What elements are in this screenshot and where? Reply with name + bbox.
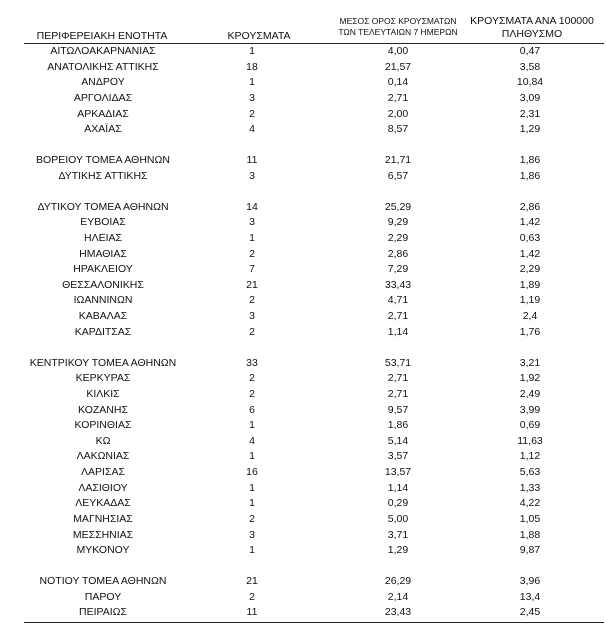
cell-cases: 14: [246, 201, 258, 213]
table-row: [0, 309, 606, 324]
cell-7day-average: 2,71: [387, 372, 409, 384]
table-row: [0, 200, 606, 215]
cell-region: ΒΟΡΕΙΟΥ ΤΟΜΕΑ ΑΘΗΝΩΝ: [36, 154, 170, 166]
cell-cases: 21: [246, 279, 258, 291]
table-row: [0, 465, 606, 480]
table-row: [0, 247, 606, 262]
table-row: [0, 91, 606, 106]
table-row: [0, 371, 606, 386]
cell-cases-per-100k: 2,29: [519, 263, 541, 275]
table-row: [0, 605, 606, 620]
table-row: [0, 418, 606, 433]
cell-cases: 1: [249, 482, 255, 494]
cell-cases: 1: [249, 419, 255, 431]
cell-region: ΚΕΝΤΡΙΚΟΥ ΤΟΜΕΑ ΑΘΗΝΩΝ: [29, 357, 177, 369]
cell-cases-per-100k: 4,22: [519, 497, 541, 509]
cell-7day-average: 1,29: [387, 544, 409, 556]
cell-cases-per-100k: 1,19: [519, 294, 541, 306]
cell-cases-per-100k: 1,76: [519, 326, 541, 338]
cell-7day-average: 4,00: [387, 45, 409, 57]
cell-cases: 2: [249, 513, 255, 525]
cell-region: ΑΝΑΤΟΛΙΚΗΣ ΑΤΤΙΚΗΣ: [47, 61, 159, 73]
cell-cases-per-100k: 0,63: [519, 232, 541, 244]
table-row: [0, 512, 606, 527]
cell-7day-average: 9,57: [387, 404, 409, 416]
table-row: [0, 75, 606, 90]
table-row: [0, 449, 606, 464]
cell-cases: 18: [246, 61, 258, 73]
cell-cases: 33: [246, 357, 258, 369]
bottom-rule: [24, 622, 604, 623]
cell-cases: 3: [249, 170, 255, 182]
cell-7day-average: 0,14: [387, 76, 409, 88]
header-cases-per-100k-line1: ΚΡΟΥΣΜΑΤΑ ΑΝΑ 100000: [470, 15, 594, 27]
table-row: [0, 496, 606, 511]
cell-7day-average: 7,29: [387, 263, 409, 275]
cell-cases-per-100k: 1,29: [519, 123, 541, 135]
cell-7day-average: 2,71: [387, 310, 409, 322]
cell-region: ΔΥΤΙΚΟΥ ΤΟΜΕΑ ΑΘΗΝΩΝ: [37, 201, 169, 213]
table-row: [0, 325, 606, 340]
cell-cases: 2: [249, 372, 255, 384]
cell-cases-per-100k: 3,21: [519, 357, 541, 369]
cell-region: ΘΕΣΣΑΛΟΝΙΚΗΣ: [62, 279, 144, 291]
cell-region: ΚΑΒΑΛΑΣ: [78, 310, 128, 322]
cell-cases-per-100k: 3,99: [519, 404, 541, 416]
cell-region: ΚΟΡΙΝΘΙΑΣ: [74, 419, 132, 431]
cell-cases-per-100k: 11,63: [517, 435, 543, 447]
table-row: [0, 122, 606, 137]
cell-cases: 2: [249, 591, 255, 603]
cell-7day-average: 2,00: [387, 108, 409, 120]
table-row: [0, 231, 606, 246]
cell-cases-per-100k: 1,12: [519, 450, 541, 462]
cell-region: ΑΧΑΪΑΣ: [84, 123, 122, 135]
cell-cases-per-100k: 2,49: [519, 388, 541, 400]
cell-cases: 1: [249, 544, 255, 556]
table-row: [0, 387, 606, 402]
table-row: [0, 356, 606, 371]
table-row: [0, 528, 606, 543]
table-row: [0, 169, 606, 184]
cell-region: ΚΟΖΑΝΗΣ: [78, 404, 128, 416]
cell-7day-average: 6,57: [387, 170, 409, 182]
cell-region: ΑΡΓΟΛΙΔΑΣ: [73, 92, 133, 104]
cell-7day-average: 1,14: [387, 482, 409, 494]
cell-cases-per-100k: 2,4: [522, 310, 538, 322]
cell-region: ΔΥΤΙΚΗΣ ΑΤΤΙΚΗΣ: [58, 170, 148, 182]
cell-region: ΙΩΑΝΝΙΝΩΝ: [73, 294, 133, 306]
cell-cases: 21: [246, 575, 258, 587]
cell-7day-average: 23,43: [384, 606, 412, 618]
cell-cases: 3: [249, 529, 255, 541]
cell-7day-average: 53,71: [384, 357, 412, 369]
table-row: [0, 215, 606, 230]
cell-cases-per-100k: 1,92: [519, 372, 541, 384]
cell-region: ΜΑΓΝΗΣΙΑΣ: [73, 513, 133, 525]
cell-cases: 6: [249, 404, 255, 416]
table-row: [0, 293, 606, 308]
cell-region: ΛΑΡΙΣΑΣ: [81, 466, 125, 478]
cell-cases: 1: [249, 45, 255, 57]
header-region: ΠΕΡΙΦΕΡΕΙΑΚΗ ΕΝΟΤΗΤΑ: [36, 30, 168, 42]
cell-cases: 2: [249, 248, 255, 260]
cell-cases-per-100k: 3,96: [519, 575, 541, 587]
cell-7day-average: 9,29: [387, 216, 409, 228]
table-row: [0, 153, 606, 168]
cell-7day-average: 13,57: [384, 466, 412, 478]
cell-cases: 3: [249, 310, 255, 322]
cell-cases-per-100k: 1,05: [519, 513, 541, 525]
table-row: [0, 481, 606, 496]
cell-region: ΑΡΚΑΔΙΑΣ: [77, 108, 129, 120]
cell-7day-average: 0,29: [387, 497, 409, 509]
cell-cases-per-100k: 2,31: [519, 108, 541, 120]
header-cases: ΚΡΟΥΣΜΑΤΑ: [227, 30, 291, 42]
cell-region: ΚΩ: [95, 435, 111, 447]
cell-cases: 4: [249, 123, 255, 135]
cell-region: ΠΑΡΟΥ: [84, 591, 122, 603]
cell-region: ΗΛΕΙΑΣ: [83, 232, 122, 244]
cell-region: ΜΕΣΣΗΝΙΑΣ: [72, 529, 134, 541]
cell-cases-per-100k: 1,88: [519, 529, 541, 541]
cell-cases: 3: [249, 92, 255, 104]
cell-cases: 16: [246, 466, 258, 478]
cell-cases-per-100k: 9,87: [519, 544, 541, 556]
cell-7day-average: 33,43: [384, 279, 412, 291]
table-row: [0, 44, 606, 59]
cell-cases: 3: [249, 216, 255, 228]
cell-7day-average: 25,29: [384, 201, 412, 213]
cell-cases-per-100k: 0,47: [519, 45, 541, 57]
header-cases-per-100k-line2: ΠΛΗΘΥΣΜΟ: [501, 28, 563, 40]
cell-cases: 2: [249, 388, 255, 400]
cell-7day-average: 5,14: [387, 435, 409, 447]
cell-cases: 4: [249, 435, 255, 447]
cell-region: ΜΥΚΟΝΟΥ: [76, 544, 130, 556]
cell-7day-average: 8,57: [387, 123, 409, 135]
table-row: [0, 107, 606, 122]
cell-7day-average: 21,71: [384, 154, 412, 166]
cell-cases-per-100k: 3,58: [519, 61, 541, 73]
table-row: [0, 543, 606, 558]
cell-cases-per-100k: 3,09: [519, 92, 541, 104]
cell-cases-per-100k: 1,42: [519, 216, 541, 228]
cell-region: ΠΕΙΡΑΙΩΣ: [79, 606, 127, 618]
cell-cases-per-100k: 1,86: [519, 154, 541, 166]
cell-region: ΚΙΛΚΙΣ: [86, 388, 120, 400]
cell-7day-average: 4,71: [387, 294, 409, 306]
cell-cases: 1: [249, 497, 255, 509]
table-row: [0, 403, 606, 418]
header-7day-average-line1: ΜΕΣΟΣ ΟΡΟΣ ΚΡΟΥΣΜΑΤΩΝ: [339, 16, 457, 26]
cell-region: ΑΙΤΩΛΟΑΚΑΡΝΑΝΙΑΣ: [50, 45, 156, 57]
cell-cases-per-100k: 13,4: [519, 591, 541, 603]
cell-7day-average: 2,71: [387, 388, 409, 400]
cell-cases-per-100k: 1,86: [519, 170, 541, 182]
cell-cases-per-100k: 1,89: [519, 279, 541, 291]
cell-7day-average: 1,86: [387, 419, 409, 431]
cell-7day-average: 3,71: [387, 529, 409, 541]
cell-region: ΕΥΒΟΙΑΣ: [80, 216, 126, 228]
cell-cases-per-100k: 2,45: [519, 606, 541, 618]
cell-7day-average: 21,57: [384, 61, 412, 73]
cell-cases-per-100k: 2,86: [519, 201, 541, 213]
cell-cases: 1: [249, 76, 255, 88]
cell-cases: 2: [249, 294, 255, 306]
cell-cases-per-100k: 1,33: [519, 482, 541, 494]
cell-region: ΑΝΔΡΟΥ: [81, 76, 125, 88]
header-7day-average-line2: ΤΩΝ ΤΕΛΕΥΤΑΙΩΝ 7 ΗΜΕΡΩΝ: [338, 27, 458, 37]
cell-cases-per-100k: 10,84: [516, 76, 544, 88]
table-row: [0, 574, 606, 589]
table-row: [0, 262, 606, 277]
cell-cases: 7: [249, 263, 255, 275]
cell-region: ΛΑΚΩΝΙΑΣ: [76, 450, 130, 462]
cell-cases: 2: [249, 108, 255, 120]
cell-7day-average: 3,57: [387, 450, 409, 462]
cell-7day-average: 2,14: [387, 591, 409, 603]
cell-cases: 11: [246, 606, 258, 618]
cell-region: ΚΕΡΚΥΡΑΣ: [75, 372, 131, 384]
cell-cases-per-100k: 5,63: [519, 466, 541, 478]
cell-7day-average: 26,29: [384, 575, 412, 587]
cell-region: ΗΡΑΚΛΕΙΟΥ: [73, 263, 133, 275]
header-cases-per-100k: [458, 15, 606, 41]
cell-region: ΝΟΤΙΟΥ ΤΟΜΕΑ ΑΘΗΝΩΝ: [39, 575, 167, 587]
cell-7day-average: 2,29: [387, 232, 409, 244]
cell-7day-average: 2,71: [387, 92, 409, 104]
cell-7day-average: 1,14: [387, 326, 409, 338]
cell-cases: 11: [246, 154, 258, 166]
cell-7day-average: 2,86: [387, 248, 409, 260]
table-row: [0, 590, 606, 605]
cell-cases-per-100k: 0,69: [519, 419, 541, 431]
table-row: [0, 60, 606, 75]
table-row: [0, 278, 606, 293]
cell-cases: 1: [249, 450, 255, 462]
cell-region: ΛΕΥΚΑΔΑΣ: [75, 497, 131, 509]
cell-7day-average: 5,00: [387, 513, 409, 525]
cell-cases: 1: [249, 232, 255, 244]
cell-region: ΚΑΡΔΙΤΣΑΣ: [74, 326, 132, 338]
cell-region: ΗΜΑΘΙΑΣ: [79, 248, 127, 260]
header-7day-average: [318, 16, 478, 38]
cell-cases-per-100k: 1,42: [519, 248, 541, 260]
cell-region: ΛΑΣΙΘΙΟΥ: [78, 482, 128, 494]
cell-cases: 2: [249, 326, 255, 338]
table-row: [0, 434, 606, 449]
